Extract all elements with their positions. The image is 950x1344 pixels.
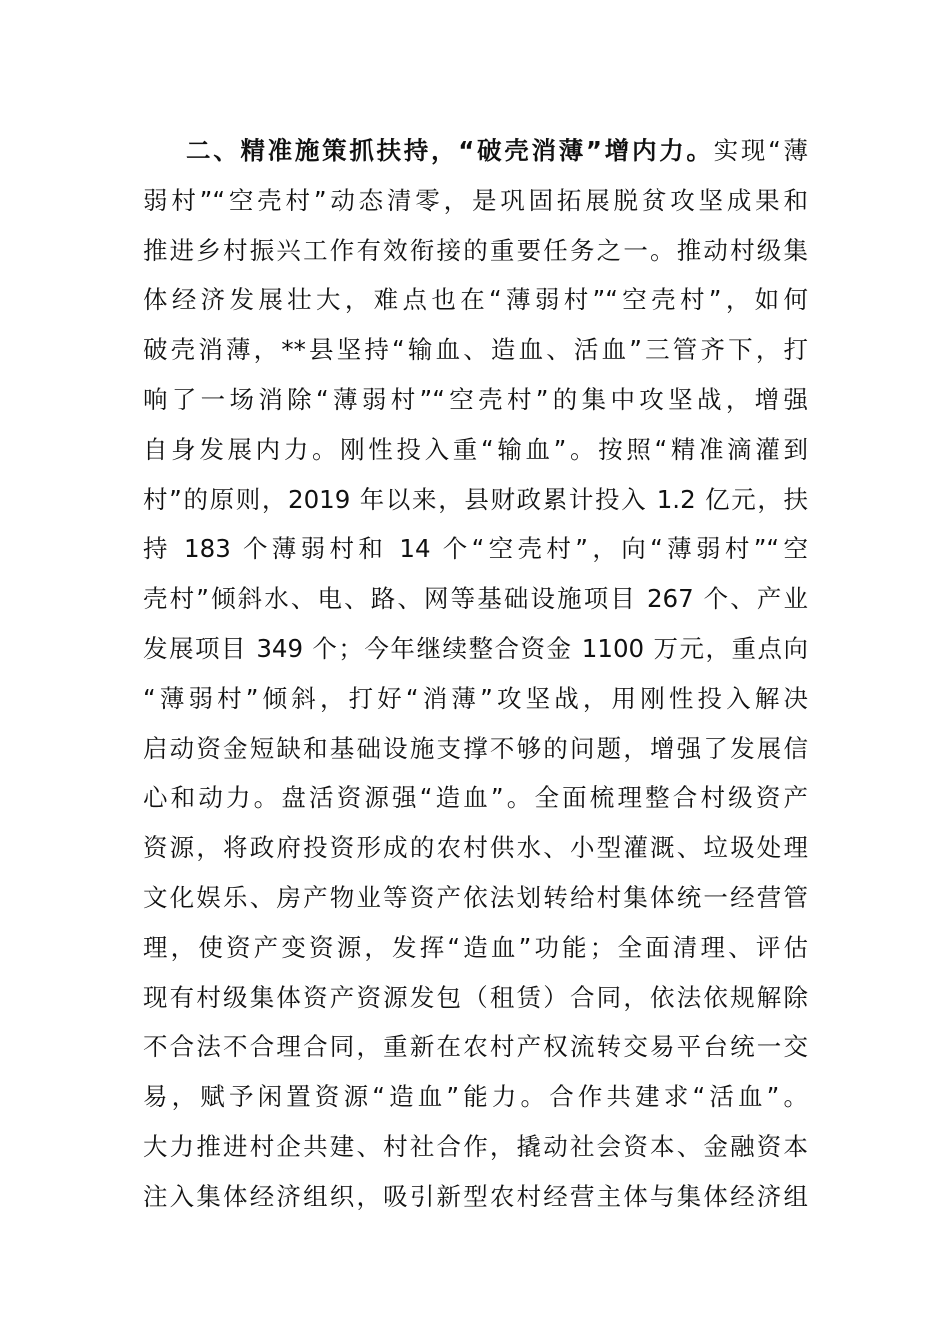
text-line: 大力推进村企共建、村社合作，撬动社会资本、金融资本 [143,1131,808,1161]
text-line: 壳村”倾斜水、电、路、网等基础设施项目 267 个、产业 [143,584,808,614]
text-line: 心和动力。盘活资源强“造血”。全面梳理整合村级资产 [143,783,808,813]
text-line: 现有村级集体资产资源发包（租赁）合同，依法依规解除 [143,982,808,1012]
text-line: 文化娱乐、房产物业等资产依法划转给村集体统一经营管 [143,882,808,912]
text-line: 资源，将政府投资形成的农村供水、小型灌溉、垃圾处理 [143,833,808,863]
text-line: 村”的原则，2019 年以来，县财政累计投入 1.2 亿元，扶 [143,484,808,514]
text-line: 体经济发展壮大，难点也在“薄弱村”“空壳村”，如何 [143,285,808,315]
text-line: 持 183 个薄弱村和 14 个“空壳村”，向“薄弱村”“空 [143,534,808,564]
text-line: 弱村”“空壳村”动态清零，是巩固拓展脱贫攻坚成果和 [143,185,808,215]
text-line: 易，赋予闲置资源“造血”能力。合作共建求“活血”。 [143,1082,808,1112]
text-line: 不合法不合理合同，重新在农村产权流转交易平台统一交 [143,1032,808,1062]
text-line: 发展项目 349 个；今年继续整合资金 1100 万元，重点向 [143,633,808,663]
text-line: 破壳消薄，**县坚持“输血、造血、活血”三管齐下，打 [143,335,808,365]
text-line: 响了一场消除“薄弱村”“空壳村”的集中攻坚战，增强 [143,384,808,414]
paragraph-first-line [143,126,808,176]
section-heading: 二、精准施策抓扶持，“破壳消薄”增内力。 [186,136,714,165]
text-line: 实现“薄 [713,136,808,165]
text-line: 推进乡村振兴工作有效衔接的重要任务之一。推动村级集 [143,235,808,265]
text-line: 注入集体经济组织，吸引新型农村经营主体与集体经济组 [143,1181,808,1211]
text-line: 启动资金短缺和基础设施支撑不够的问题，增强了发展信 [143,733,808,763]
text-line: 自身发展内力。刚性投入重“输血”。按照“精准滴灌到 [143,434,808,464]
body-paragraph [143,126,808,1222]
text-line: “薄弱村”倾斜，打好“消薄”攻坚战，用刚性投入解决 [143,683,808,713]
text-line: 理，使资产变资源，发挥“造血”功能；全面清理、评估 [143,932,808,962]
